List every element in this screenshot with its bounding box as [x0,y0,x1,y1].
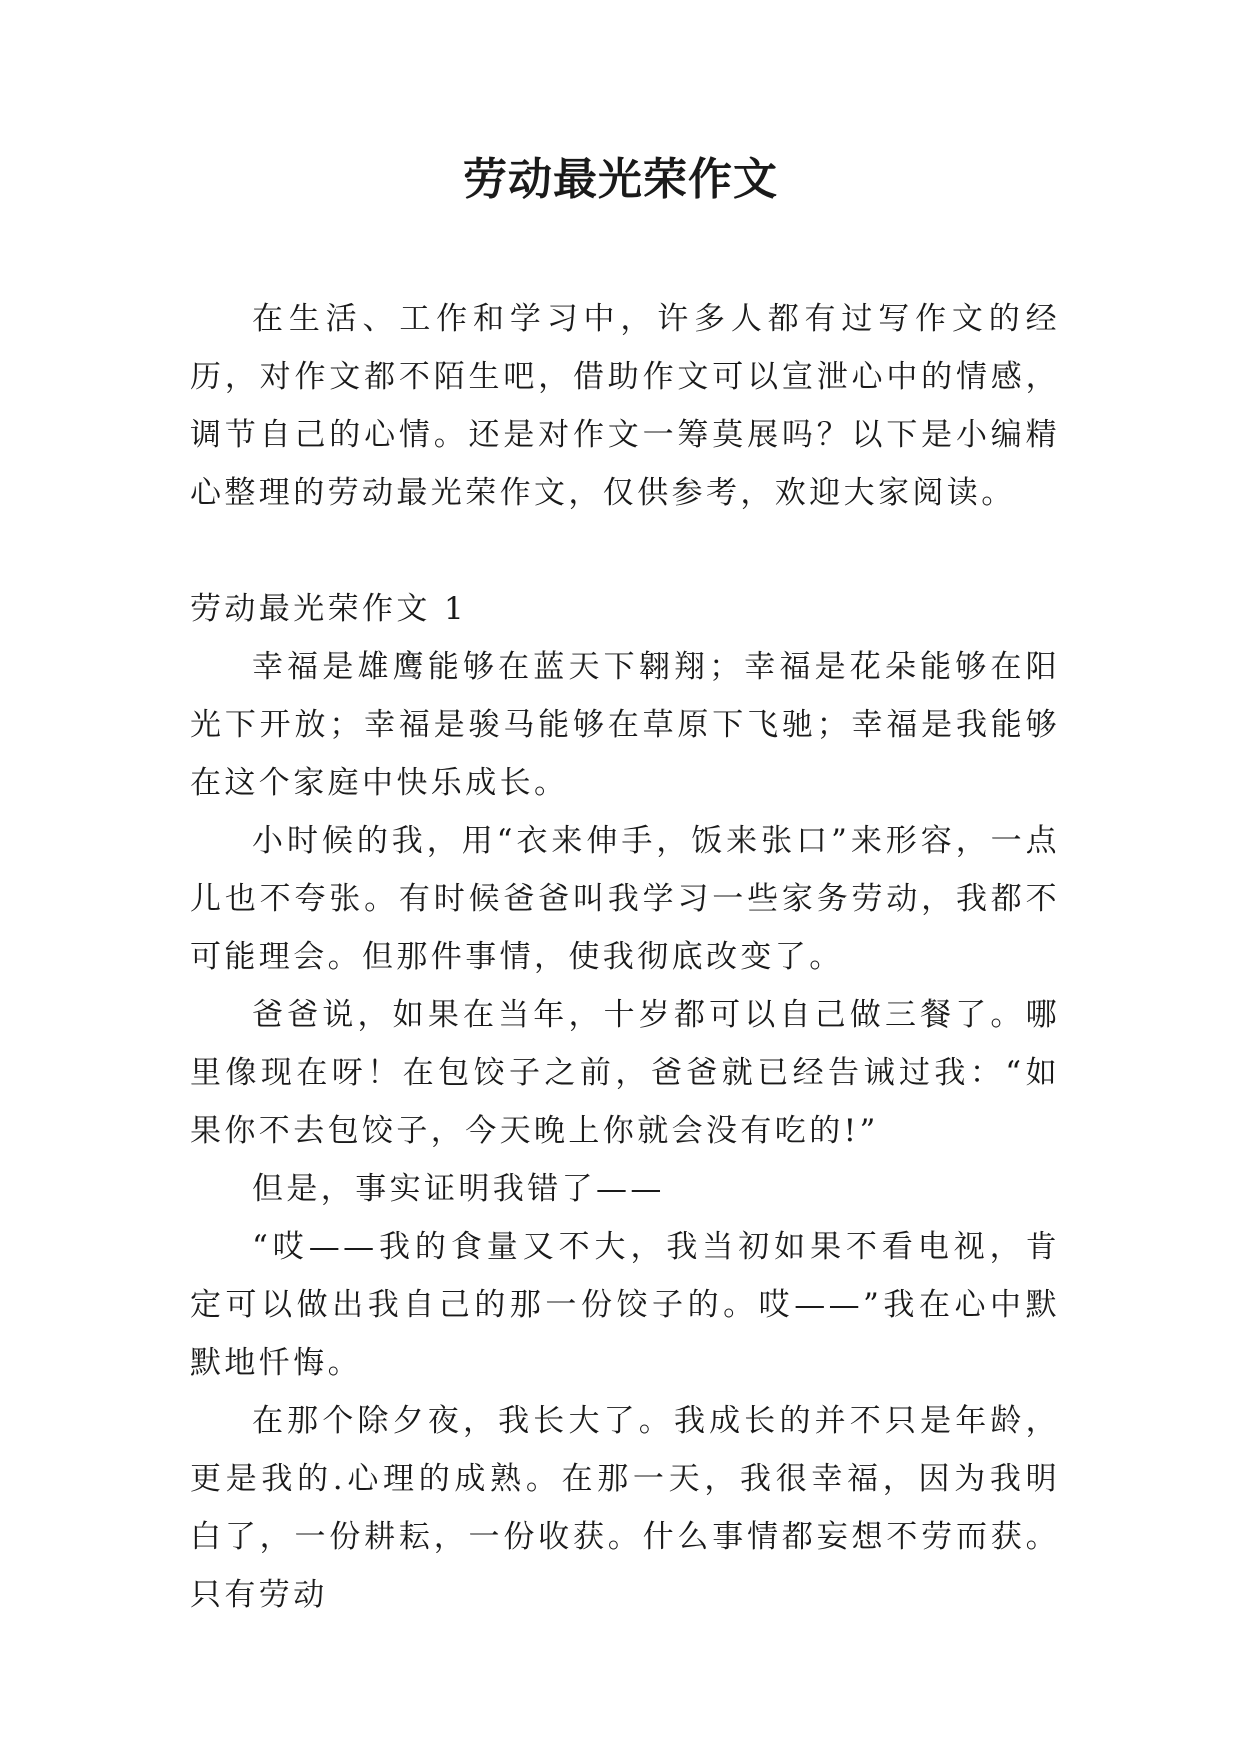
section-heading: 劳动最光荣作文 1 [190,591,468,627]
essay-paragraph-1: 幸福是雄鹰能够在蓝天下翱翔；幸福是花朵能够在阳光下开放；幸福是骏马能够在草原下飞驰；幸福是我能够在这个家庭中快乐成长。 [190,649,1060,801]
essay-section-1 [190,580,1060,1624]
essay-paragraph-4: 但是，事实证明我错了—— [252,1171,665,1207]
essay-paragraph-2: 小时候的我，用“衣来伸手，饭来张口”来形容，一点儿也不夸张。有时候爸爸叫我学习一些家务劳动，我都不可能理会。但那件事情，使我彻底改变了。 [190,823,1060,975]
essay-paragraph-6: 在那个除夕夜，我长大了。我成长的并不只是年龄，更是我的.心理的成熟。在那一天，我很幸福，因为我明白了，一份耕耘，一份收获。什么事情都妄想不劳而获。只有劳动 [190,1403,1060,1613]
document-title: 劳动最光荣作文 [463,154,778,205]
intro-block [190,290,1060,522]
essay-paragraph-3: 爸爸说，如果在当年，十岁都可以自己做三餐了。哪里像现在呀！在包饺子之前，爸爸就已经告诫过我：“如果你不去包饺子，今天晚上你就会没有吃的!” [190,997,1060,1149]
intro-paragraph: 在生活、工作和学习中，许多人都有过写作文的经历，对作文都不陌生吧，借助作文可以宣泄心中的情感，调节自己的心情。还是对作文一筹莫展吗？以下是小编精心整理的劳动最光荣作文，仅供参考，欢迎大家阅读。 [190,301,1060,511]
essay-paragraph-5: “哎——我的食量又不大，我当初如果不看电视，肯定可以做出我自己的那一份饺子的。哎——”我在心中默默地忏悔。 [190,1229,1060,1381]
